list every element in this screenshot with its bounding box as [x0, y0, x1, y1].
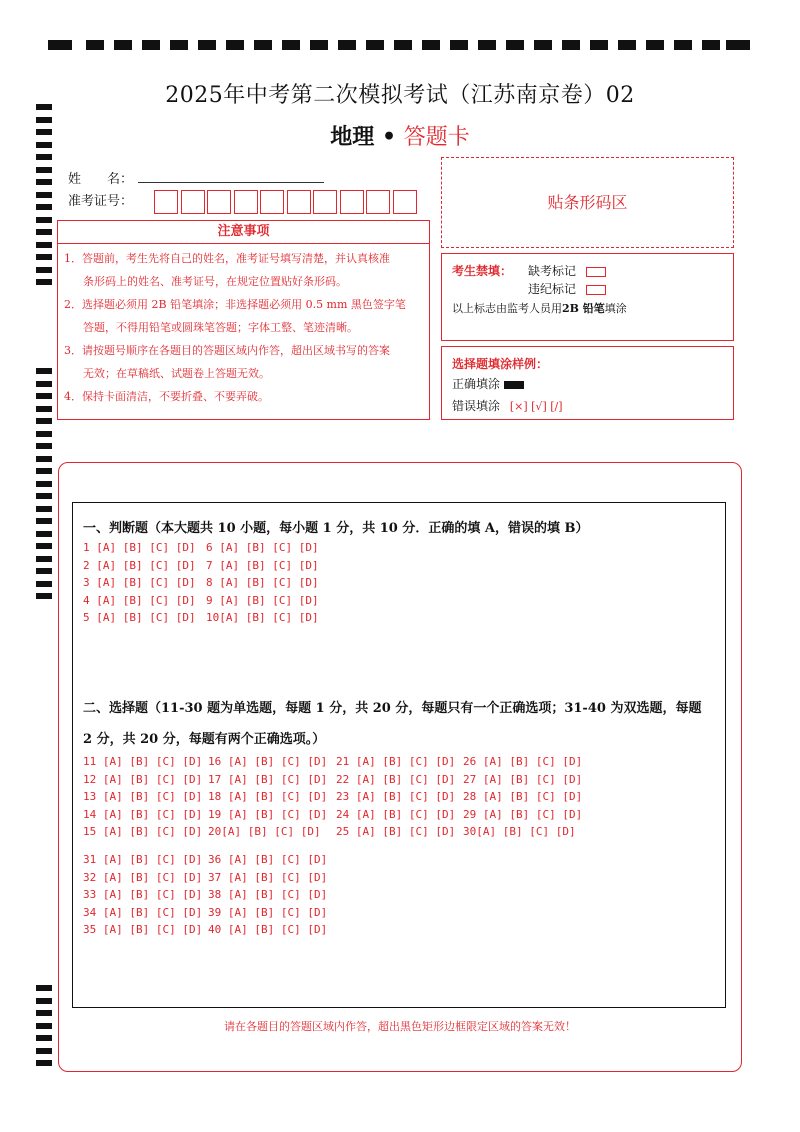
timing-mark	[36, 154, 52, 160]
question-options[interactable]: 23 [A] [B] [C] [D]	[336, 790, 456, 803]
question-options[interactable]: 26 [A] [B] [C] [D]	[463, 755, 583, 768]
ban-note-bold: 2B 铅笔	[562, 302, 605, 315]
timing-mark	[36, 217, 52, 223]
section-2-title-line1: 二、选择题（11-30 题为单选题，每题 1 分，共 20 分，每题只有一个正确选项；31-40 为双选题，每题	[83, 701, 702, 716]
violation-mark[interactable]	[528, 280, 606, 297]
id-digit-box[interactable]	[313, 190, 337, 214]
question-options[interactable]: 16 [A] [B] [C] [D]	[208, 755, 328, 768]
question-options[interactable]: 21 [A] [B] [C] [D]	[336, 755, 456, 768]
question-options[interactable]: 31 [A] [B] [C] [D]	[83, 853, 203, 866]
timing-mark	[36, 393, 52, 399]
timing-mark	[36, 279, 52, 285]
id-digit-box[interactable]	[366, 190, 390, 214]
exam-title: 2025年中考第二次模拟考试（江苏南京卷）02	[165, 83, 635, 108]
violation-checkbox[interactable]	[586, 285, 606, 295]
subject-name: 地理	[330, 124, 375, 150]
timing-mark	[36, 581, 52, 587]
notice-title: 注意事项	[58, 221, 429, 244]
title-bullet: •	[381, 124, 397, 150]
violation-label: 违纪标记	[528, 282, 577, 296]
question-options[interactable]: 34 [A] [B] [C] [D]	[83, 905, 203, 919]
timing-mark	[36, 1048, 52, 1054]
id-digit-box[interactable]	[154, 190, 178, 214]
question-options[interactable]: 36 [A] [B] [C] [D]	[208, 853, 328, 866]
absent-label: 缺考标记	[528, 264, 577, 278]
id-label: 准考证号：	[68, 194, 134, 209]
question-options[interactable]: 15 [A] [B] [C] [D]	[83, 825, 203, 838]
footer-warning: 请在各题目的答题区域内作答，超出黑色矩形边框限定区域的答案无效！	[224, 1020, 576, 1033]
id-digit-box[interactable]	[287, 190, 311, 214]
question-options[interactable]: 4 [A] [B] [C] [D]	[83, 593, 196, 607]
timing-mark	[36, 493, 52, 499]
timing-mark	[36, 443, 52, 449]
question-options[interactable]: 39 [A] [B] [C] [D]	[208, 905, 328, 919]
timing-mark	[36, 531, 52, 537]
timing-mark	[36, 431, 52, 437]
wrong-sample	[452, 397, 563, 414]
question-options[interactable]: 8 [A] [B] [C] [D]	[206, 576, 319, 589]
absent-mark[interactable]	[528, 262, 606, 279]
correct-label: 正确填涂	[452, 377, 501, 391]
question-options[interactable]: 18 [A] [B] [C] [D]	[208, 790, 328, 803]
notice-item: 1．答题前，考生先将自己的姓名，准考证号填写清楚，并认真核准	[64, 252, 390, 265]
notice-item: 条形码上的姓名、准考证号，在规定位置贴好条形码。	[83, 275, 347, 288]
timing-mark	[36, 406, 52, 412]
question-options[interactable]: 22 [A] [B] [C] [D]	[336, 772, 456, 786]
id-digit-box[interactable]	[181, 190, 205, 214]
question-options[interactable]: 2 [A] [B] [C] [D]	[83, 558, 196, 572]
timing-mark	[36, 242, 52, 248]
barcode-area	[441, 157, 734, 248]
ban-note-post: 填涂	[604, 302, 627, 315]
question-options[interactable]: 33 [A] [B] [C] [D]	[83, 888, 203, 901]
filled-mark-icon	[504, 381, 524, 389]
question-options[interactable]: 14 [A] [B] [C] [D]	[83, 807, 203, 821]
timing-mark	[36, 179, 52, 185]
question-options[interactable]: 27 [A] [B] [C] [D]	[463, 772, 583, 786]
question-options[interactable]: 40 [A] [B] [C] [D]	[208, 923, 328, 936]
question-options[interactable]: 24 [A] [B] [C] [D]	[336, 807, 456, 821]
notice-item: 3．请按题号顺序在各题目的答题区域内作答，超出区域书写的答案	[64, 344, 390, 357]
timing-mark	[36, 254, 52, 260]
notice-item: 答题，不得用铅笔或圆珠笔答题；字体工整、笔迹清晰。	[83, 321, 358, 334]
correct-sample	[452, 375, 524, 392]
question-options[interactable]: 32 [A] [B] [C] [D]	[83, 870, 203, 884]
examiner-only-box	[441, 253, 734, 341]
timing-mark	[36, 998, 52, 1004]
timing-mark	[36, 1035, 52, 1041]
question-options[interactable]: 28 [A] [B] [C] [D]	[463, 790, 583, 803]
id-digit-box[interactable]	[340, 190, 364, 214]
id-digit-box[interactable]	[234, 190, 258, 214]
id-digit-box[interactable]	[393, 190, 417, 214]
top-alignment-marks	[0, 40, 800, 52]
timing-mark	[36, 518, 52, 524]
question-options[interactable]: 17 [A] [B] [C] [D]	[208, 772, 328, 786]
ban-note	[452, 300, 627, 316]
timing-mark	[36, 1010, 52, 1016]
barcode-label: 贴条形码区	[547, 193, 628, 212]
section-2-title-line2: 2 分，共 20 分，每题有两个正确选项。）	[83, 732, 326, 747]
timing-mark	[36, 593, 52, 599]
timing-mark	[36, 985, 52, 991]
question-options[interactable]: 12 [A] [B] [C] [D]	[83, 772, 203, 786]
question-options[interactable]: 1 [A] [B] [C] [D]	[83, 541, 196, 554]
fill-sample-box	[441, 346, 734, 420]
timing-mark	[36, 468, 52, 474]
question-options[interactable]: 25 [A] [B] [C] [D]	[336, 825, 456, 838]
subject-title	[0, 120, 800, 151]
question-options[interactable]: 20[A] [B] [C] [D]	[208, 825, 321, 838]
question-options[interactable]: 37 [A] [B] [C] [D]	[208, 870, 328, 884]
answer-area-inner	[72, 502, 726, 1008]
timing-mark	[36, 506, 52, 512]
timing-mark	[36, 368, 52, 374]
absent-checkbox[interactable]	[586, 267, 606, 277]
question-options[interactable]: 7 [A] [B] [C] [D]	[206, 558, 319, 572]
timing-mark	[36, 267, 52, 273]
question-options[interactable]: 35 [A] [B] [C] [D]	[83, 923, 203, 936]
name-label: 姓 名：	[68, 172, 134, 187]
question-options[interactable]: 30[A] [B] [C] [D]	[463, 825, 576, 838]
timing-mark	[36, 481, 52, 487]
card-label: 答题卡	[403, 125, 470, 150]
notice-item: 2．选择题必须用 2B 铅笔填涂；非选择题必须用 0.5 mm 黑色签字笔	[64, 298, 406, 311]
wrong-label: 错误填涂	[452, 399, 501, 413]
wrong-marks: [×] [√] [/]	[509, 400, 563, 413]
question-options[interactable]: 11 [A] [B] [C] [D]	[83, 755, 203, 768]
timing-mark	[36, 1060, 52, 1066]
sample-title: 选择题填涂样例：	[452, 357, 549, 371]
timing-mark	[36, 381, 52, 387]
id-digit-box[interactable]	[260, 190, 284, 214]
timing-mark	[36, 418, 52, 424]
timing-mark	[36, 456, 52, 462]
question-options[interactable]: 29 [A] [B] [C] [D]	[463, 807, 583, 821]
question-options[interactable]: 10[A] [B] [C] [D]	[206, 611, 319, 624]
timing-mark	[36, 192, 52, 198]
question-options[interactable]: 9 [A] [B] [C] [D]	[206, 593, 319, 607]
question-options[interactable]: 19 [A] [B] [C] [D]	[208, 807, 328, 821]
timing-mark	[36, 543, 52, 549]
question-options[interactable]: 6 [A] [B] [C] [D]	[206, 541, 319, 554]
section-1-title: 一、判断题（本大题共 10 小题，每小题 1 分，共 10 分．正确的填 A，错误的填 B）	[83, 521, 589, 536]
ban-note-pre: 以上标志由监考人员用	[452, 302, 562, 315]
question-options[interactable]: 3 [A] [B] [C] [D]	[83, 576, 196, 589]
notice-box	[57, 220, 430, 420]
id-digit-box[interactable]	[207, 190, 231, 214]
timing-mark	[36, 556, 52, 562]
question-options[interactable]: 13 [A] [B] [C] [D]	[83, 790, 203, 803]
ban-title: 考生禁填：	[452, 264, 513, 278]
notice-item: 4．保持卡面清洁，不要折叠、不要弄破。	[64, 390, 269, 403]
timing-mark	[36, 568, 52, 574]
timing-mark	[36, 229, 52, 235]
notice-item: 无效；在草稿纸、试题卷上答题无效。	[83, 367, 270, 380]
name-field[interactable]	[138, 182, 324, 183]
question-options[interactable]: 5 [A] [B] [C] [D]	[83, 611, 196, 624]
question-options[interactable]: 38 [A] [B] [C] [D]	[208, 888, 328, 901]
timing-mark	[36, 204, 52, 210]
timing-mark	[36, 167, 52, 173]
